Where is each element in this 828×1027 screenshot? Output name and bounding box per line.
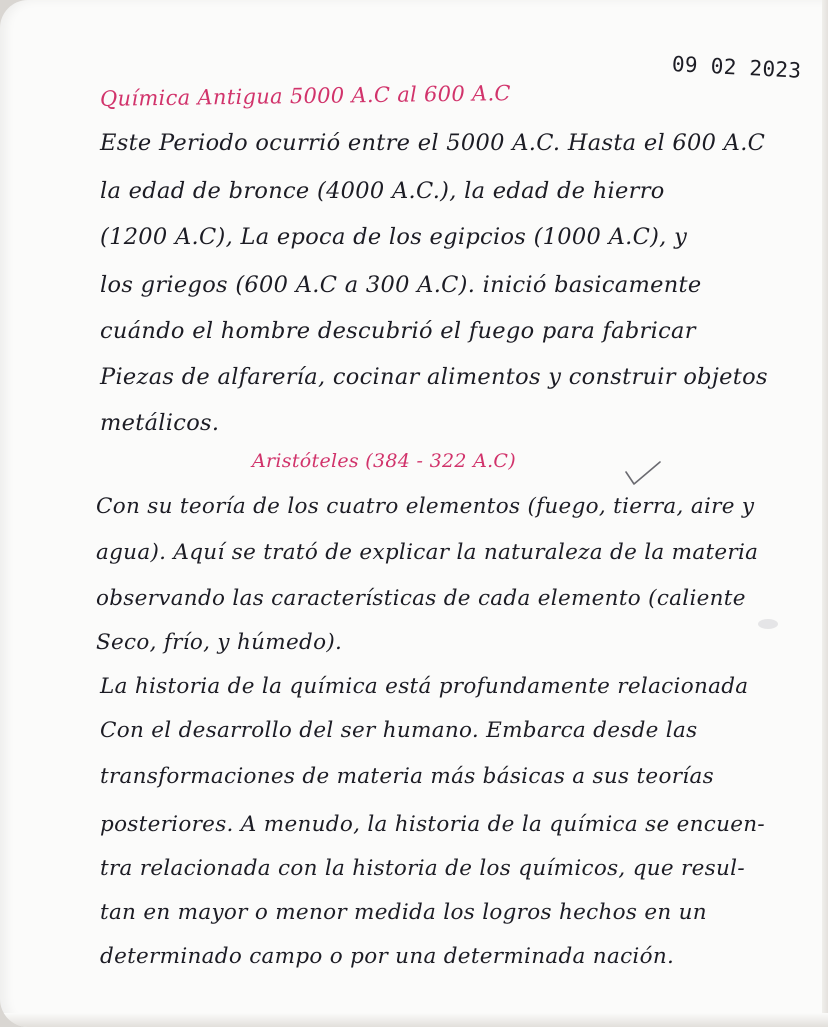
paragraph1-line: los griegos (600 A.C a 300 A.C). inició basicamente	[100, 272, 702, 298]
paragraph3-line: tra relacionada con la historia de los químicos, que resul-	[100, 856, 745, 881]
ink-smudge	[758, 619, 778, 629]
paragraph3-line: transformaciones de materia más básicas a sus teorías	[100, 764, 714, 789]
paragraph1-line: (1200 A.C), La epoca de los egipcios (1000 A.C), y	[100, 224, 688, 250]
checkmark-icon	[622, 458, 664, 488]
paragraph3-line: tan en mayor o menor medida los logros hechos en un	[100, 900, 707, 925]
paragraph2-line: Con su teoría de los cuatro elementos (fuego, tierra, aire y	[96, 494, 755, 519]
paragraph2-line: agua). Aquí se trató de explicar la naturaleza de la materia	[96, 540, 759, 565]
note-title: Química Antigua 5000 A.C al 600 A.C	[99, 81, 511, 111]
page-edge-bottom	[0, 1013, 828, 1027]
paragraph1-line: metálicos.	[100, 410, 220, 436]
paragraph3-line: La historia de la química está profundamente relacionada	[100, 674, 749, 699]
paragraph1-line: Este Periodo ocurrió entre el 5000 A.C. Hasta el 600 A.C	[100, 130, 766, 156]
paragraph1-line: la edad de bronce (4000 A.C.), la edad de hierro	[100, 178, 665, 204]
paragraph2-line: Seco, frío, y húmedo).	[96, 630, 343, 655]
section-subtitle: Aristóteles (384 - 322 A.C)	[252, 450, 516, 472]
paragraph3-line: posteriores. A menudo, la historia de la química se encuen-	[100, 812, 765, 837]
paragraph3-line: determinado campo o por una determinada nación.	[100, 944, 675, 969]
paragraph1-line: cuándo el hombre descubrió el fuego para fabricar	[100, 318, 696, 344]
paragraph3-line: Con el desarrollo del ser humano. Embarca desde las	[100, 718, 698, 743]
page-edge-right	[822, 0, 828, 1027]
paragraph2-line: observando las características de cada elemento (caliente	[96, 586, 746, 611]
note-date: 09 02 2023	[671, 52, 802, 83]
paragraph1-line: Piezas de alfarería, cocinar alimentos y construir objetos	[100, 364, 768, 390]
